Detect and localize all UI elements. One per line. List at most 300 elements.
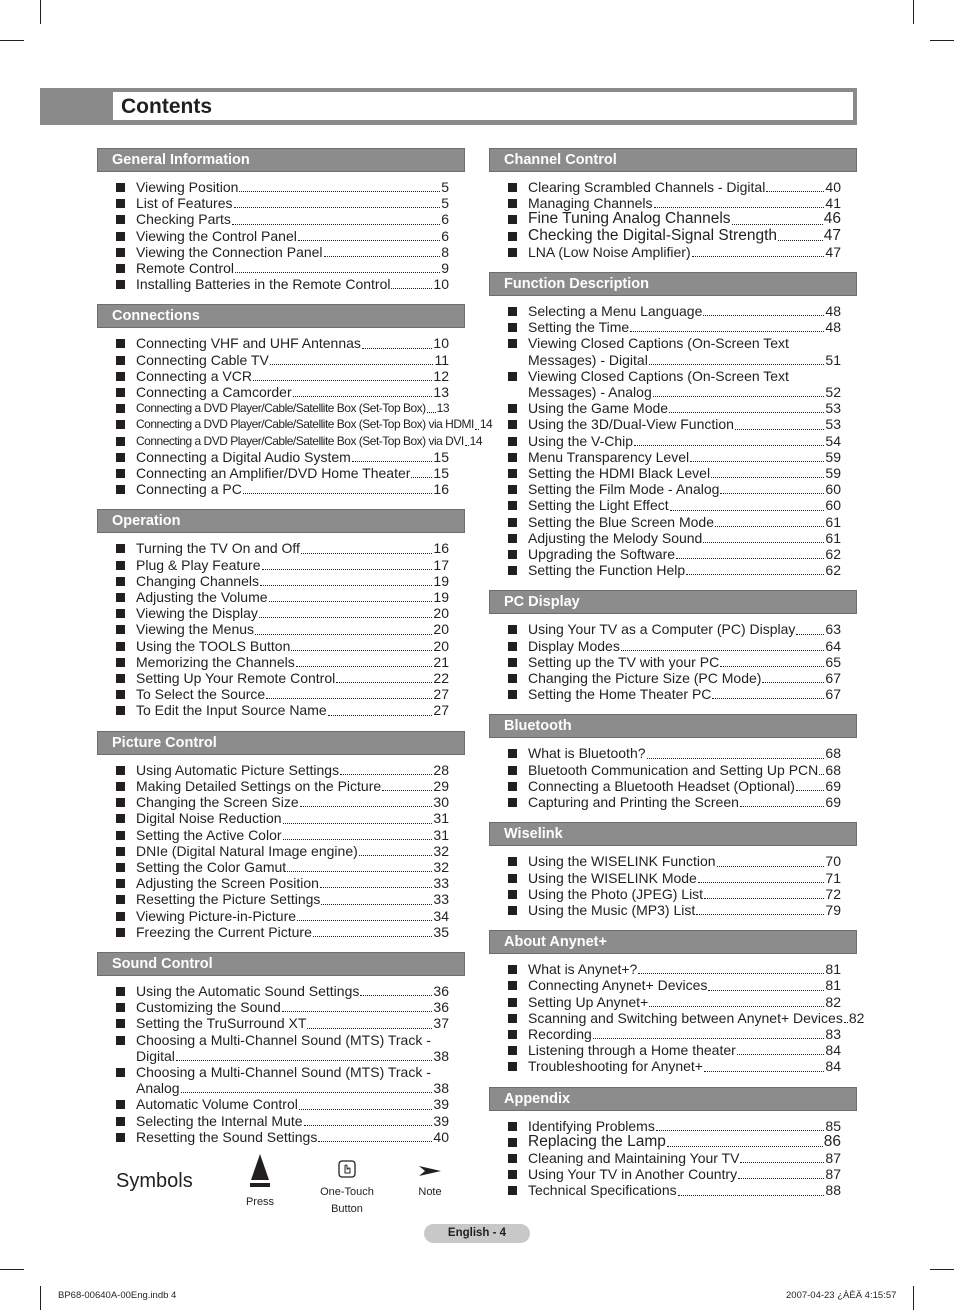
toc-entry-title: Upgrading the Software xyxy=(528,546,676,563)
toc-entry[interactable] xyxy=(489,902,857,918)
page-number: 72 xyxy=(825,885,841,902)
page-number: 88 xyxy=(825,1182,841,1199)
toc-entry[interactable] xyxy=(489,449,857,465)
toc-entry-row xyxy=(136,384,449,400)
note-label: Note xyxy=(418,1186,442,1198)
dot-leader xyxy=(649,1006,824,1007)
page-number: 83 xyxy=(825,1025,841,1042)
toc-entry-title: Using the TOOLS Button xyxy=(136,637,291,654)
toc-entry-row xyxy=(136,228,449,244)
toc-entry[interactable] xyxy=(97,228,465,244)
toc-entry-row xyxy=(136,179,449,195)
page-number: 11 xyxy=(434,351,449,368)
dot-leader xyxy=(232,224,440,225)
dot-leader xyxy=(778,240,823,241)
toc-entry-title: Setting Up Your Remote Control xyxy=(136,670,336,687)
toc-entry-title: Troubleshooting for Anynet+ xyxy=(528,1058,703,1075)
toc-entry[interactable] xyxy=(489,886,857,902)
toc-entry-row xyxy=(136,654,449,670)
toc-entry[interactable] xyxy=(489,211,857,227)
dot-leader xyxy=(340,774,432,775)
toc-entry[interactable] xyxy=(97,368,465,384)
dot-leader xyxy=(307,1028,432,1029)
toc-entry[interactable] xyxy=(97,195,465,211)
page-number: 61 xyxy=(825,529,841,546)
toc-entry[interactable] xyxy=(97,1096,465,1112)
toc-entry[interactable] xyxy=(489,303,857,319)
toc-left-column xyxy=(97,148,493,1157)
dot-leader xyxy=(720,493,824,494)
dot-leader xyxy=(427,412,436,413)
toc-entry-row xyxy=(528,228,841,244)
dot-leader xyxy=(708,990,824,991)
toc-entry-title: Connecting a Digital Audio System xyxy=(136,448,351,465)
toc-entry[interactable] xyxy=(489,794,857,810)
dot-leader xyxy=(703,315,824,316)
toc-entry[interactable] xyxy=(489,654,857,670)
toc-entry-title-cont: Digital xyxy=(136,1047,175,1064)
toc-entry[interactable] xyxy=(489,1134,857,1150)
toc-entry-title: Choosing a Multi-Channel Sound (MTS) Track - xyxy=(136,1063,431,1080)
toc-entry-row xyxy=(136,433,483,449)
toc-entry[interactable] xyxy=(489,481,857,497)
toc-entry[interactable] xyxy=(489,1166,857,1182)
toc-entry[interactable] xyxy=(97,983,465,999)
toc-entry-row xyxy=(528,886,841,902)
dot-leader xyxy=(653,396,825,397)
page-number: 41 xyxy=(825,195,841,212)
toc-entry-row xyxy=(528,303,841,319)
section-heading: Channel Control xyxy=(489,148,857,172)
toc-entry-title: Using the Photo (JPEG) List xyxy=(528,885,704,902)
toc-entry-row xyxy=(528,449,841,465)
toc-entry-row xyxy=(136,686,449,702)
toc-list xyxy=(489,621,857,702)
dot-leader xyxy=(260,585,432,586)
toc-entry-row xyxy=(136,827,449,843)
toc-entry[interactable] xyxy=(489,762,857,778)
toc-entry[interactable] xyxy=(97,1032,465,1064)
toc-entry[interactable] xyxy=(97,260,465,276)
toc-entry-row xyxy=(136,211,449,227)
toc-entry-row xyxy=(528,1118,841,1134)
page-number: 67 xyxy=(825,670,841,687)
toc-entry-row xyxy=(528,514,841,530)
toc-entry[interactable] xyxy=(97,589,465,605)
toc-entry[interactable] xyxy=(489,1182,857,1198)
page-number: 53 xyxy=(825,416,841,433)
toc-entry[interactable] xyxy=(97,638,465,654)
toc-entry-title: Checking Parts xyxy=(136,211,231,228)
toc-entry[interactable] xyxy=(489,621,857,637)
dot-leader xyxy=(649,364,825,365)
toc-entry-title: Viewing the Control Panel xyxy=(136,227,297,244)
dot-leader xyxy=(235,272,440,273)
toc-entry-row xyxy=(136,999,449,1015)
page-number: 79 xyxy=(825,901,841,918)
dot-leader xyxy=(291,650,432,651)
toc-entry[interactable] xyxy=(489,870,857,886)
toc-entry-row xyxy=(136,762,449,778)
dot-leader xyxy=(304,1125,433,1126)
page-number: 8 xyxy=(441,243,449,260)
toc-entry[interactable] xyxy=(97,465,465,481)
title-box xyxy=(113,92,853,120)
toc-entry-title: Menu Transparency Level xyxy=(528,448,690,465)
page-number: 21 xyxy=(433,653,449,670)
toc-entry[interactable] xyxy=(97,1113,465,1129)
toc-entry-title: Viewing the Connection Panel xyxy=(136,243,323,260)
toc-entry-title: Listening through a Home theater xyxy=(528,1042,736,1059)
toc-entry[interactable] xyxy=(489,195,857,211)
toc-entry[interactable] xyxy=(97,211,465,227)
toc-entry[interactable] xyxy=(489,1042,857,1058)
toc-entry[interactable] xyxy=(97,244,465,260)
toc-entry[interactable] xyxy=(97,335,465,351)
toc-entry[interactable] xyxy=(97,276,465,292)
dot-leader xyxy=(670,510,825,511)
toc-entry[interactable] xyxy=(489,1118,857,1134)
toc-entry[interactable] xyxy=(97,810,465,826)
toc-entry-row xyxy=(528,745,841,761)
page-number: 68 xyxy=(825,745,841,762)
crop-mark xyxy=(913,1286,914,1310)
press-symbol xyxy=(238,1154,282,1211)
page-number: 34 xyxy=(433,907,449,924)
toc-entry-title: Digital Noise Reduction xyxy=(136,810,282,827)
toc-entry-title: Using the WISELINK Function xyxy=(528,853,716,870)
page-number: 30 xyxy=(433,794,449,811)
toc-entry[interactable] xyxy=(97,686,465,702)
toc-entry[interactable] xyxy=(489,977,857,993)
dot-leader xyxy=(678,1195,825,1196)
toc-entry-row xyxy=(528,195,841,211)
dot-leader xyxy=(320,887,433,888)
toc-entry[interactable] xyxy=(97,1015,465,1031)
note-symbol xyxy=(412,1164,448,1201)
page-number: 48 xyxy=(825,303,841,320)
toc-list xyxy=(489,853,857,918)
page-number: 33 xyxy=(433,875,449,892)
toc-entry-title: Replacing the Lamp xyxy=(528,1132,666,1150)
toc-entry[interactable] xyxy=(489,497,857,513)
toc-entry[interactable] xyxy=(489,530,857,546)
toc-entry[interactable] xyxy=(489,670,857,686)
dot-leader xyxy=(296,666,433,667)
file-slug: BP68-00640A-00Eng.indb 4 xyxy=(58,1290,177,1301)
toc-entry[interactable] xyxy=(489,416,857,432)
toc-entry[interactable] xyxy=(97,670,465,686)
toc-entry-row xyxy=(136,352,449,368)
dot-leader xyxy=(712,698,824,699)
dot-leader xyxy=(796,790,824,791)
section-heading: General Information xyxy=(97,148,465,172)
toc-entry[interactable] xyxy=(489,1026,857,1042)
toc-entry[interactable] xyxy=(489,994,857,1010)
page-number: 67 xyxy=(825,686,841,703)
toc-entry[interactable] xyxy=(489,465,857,481)
toc-list xyxy=(97,762,465,940)
toc-entry[interactable] xyxy=(97,908,465,924)
dot-leader xyxy=(270,364,434,365)
page-number: 36 xyxy=(433,999,449,1016)
toc-entry[interactable] xyxy=(489,853,857,869)
page-number: 6 xyxy=(441,211,449,228)
dot-leader xyxy=(669,412,824,413)
dot-leader xyxy=(299,1109,433,1110)
dot-leader xyxy=(638,973,824,974)
toc-entry-title: Bluetooth Communication and Setting Up PCN xyxy=(528,761,819,778)
toc-entry[interactable] xyxy=(97,605,465,621)
page-number: 20 xyxy=(433,605,449,622)
toc-entry-row xyxy=(136,891,449,907)
toc-entry-title: Recording xyxy=(528,1025,592,1042)
toc-entry-row xyxy=(528,211,841,227)
toc-entry[interactable] xyxy=(97,433,483,449)
toc-entry-title: Capturing and Printing the Screen xyxy=(528,794,739,811)
dot-leader xyxy=(732,224,823,225)
toc-entry[interactable] xyxy=(97,557,465,573)
toc-entry[interactable] xyxy=(97,891,465,907)
toc-entry[interactable] xyxy=(489,638,857,654)
toc-entry-row xyxy=(528,870,841,886)
page-number: 64 xyxy=(825,637,841,654)
toc-entry[interactable] xyxy=(97,702,465,718)
toc-section xyxy=(489,590,857,702)
toc-entry[interactable] xyxy=(97,1064,465,1096)
toc-entry-title: Adjusting the Melody Sound xyxy=(528,529,703,546)
dot-leader xyxy=(465,445,469,446)
dot-leader xyxy=(255,634,432,635)
toc-entry-title: What is Bluetooth? xyxy=(528,745,646,762)
toc-entry-title: Making Detailed Settings on the Picture xyxy=(136,777,382,794)
toc-entry[interactable] xyxy=(489,433,857,449)
toc-entry-title: Turning the TV On and Off xyxy=(136,540,300,557)
toc-entry-title: Using the Automatic Sound Settings xyxy=(136,982,360,999)
page-number: 10 xyxy=(433,276,449,293)
section-heading: Appendix xyxy=(489,1087,857,1111)
dot-leader xyxy=(411,477,432,478)
toc-entry-row xyxy=(528,1166,841,1182)
toc-entry[interactable] xyxy=(489,745,857,761)
dot-leader xyxy=(740,1162,824,1163)
page-number: 17 xyxy=(433,556,449,573)
toc-entry-title: Selecting the Internal Mute xyxy=(136,1112,303,1129)
section-heading: Bluetooth xyxy=(489,714,857,738)
toc-entry-row xyxy=(528,1150,841,1166)
dot-leader xyxy=(287,871,432,872)
toc-entry[interactable] xyxy=(97,352,465,368)
toc-entry[interactable] xyxy=(489,1058,857,1074)
toc-entry[interactable] xyxy=(489,368,857,400)
title-banner xyxy=(40,88,857,125)
toc-entry-row xyxy=(528,1009,865,1026)
toc-entry-title: Choosing a Multi-Channel Sound (MTS) Track - xyxy=(136,1031,431,1048)
toc-entry-title: Viewing the Menus xyxy=(136,621,255,638)
toc-entry-title: Setting the TruSurround XT xyxy=(136,1015,307,1032)
dot-leader xyxy=(328,715,433,716)
crop-mark xyxy=(930,40,954,41)
dot-leader xyxy=(762,682,824,683)
page-number: 27 xyxy=(433,702,449,719)
toc-entry[interactable] xyxy=(489,562,857,578)
toc-entry[interactable] xyxy=(97,179,465,195)
toc-entry-title: Setting the Film Mode - Analog xyxy=(528,481,720,498)
toc-entry[interactable] xyxy=(97,843,465,859)
toc-list xyxy=(489,961,865,1075)
section-heading: Wiselink xyxy=(489,822,857,846)
page-number: 29 xyxy=(433,777,449,794)
crop-mark xyxy=(40,1286,41,1310)
toc-entry-row xyxy=(528,416,841,432)
page-number: 36 xyxy=(433,982,449,999)
toc-entry[interactable] xyxy=(97,449,465,465)
toc-entry[interactable] xyxy=(489,778,857,794)
page-number: 5 xyxy=(441,195,449,212)
toc-entry-row xyxy=(528,1026,841,1042)
toc-entry-title: Changing the Screen Size xyxy=(136,794,299,811)
toc-entry[interactable] xyxy=(97,999,465,1015)
section-heading: Connections xyxy=(97,304,465,328)
toc-entry[interactable] xyxy=(97,416,493,432)
toc-entry-title: Checking the Digital-Signal Strength xyxy=(528,226,777,244)
toc-entry[interactable] xyxy=(97,384,465,400)
toc-entry-row xyxy=(136,875,449,891)
toc-entry-row xyxy=(136,335,449,351)
toc-entry-row xyxy=(136,670,449,686)
toc-entry-title: Setting the Time xyxy=(528,319,630,336)
toc-right-column xyxy=(489,148,865,1211)
toc-entry[interactable] xyxy=(97,778,465,794)
toc-entry-title: Customizing the Sound xyxy=(136,999,281,1016)
toc-entry-title-cont: Messages) - Digital xyxy=(528,351,648,368)
toc-entry[interactable] xyxy=(489,319,857,335)
toc-entry-row xyxy=(528,961,841,977)
toc-entry[interactable] xyxy=(97,654,465,670)
toc-entry-title: Automatic Volume Control xyxy=(136,1096,298,1113)
toc-entry[interactable] xyxy=(489,961,857,977)
toc-entry[interactable] xyxy=(97,481,465,497)
toc-entry-row xyxy=(136,400,449,416)
page-number: 5 xyxy=(441,179,449,195)
page-number: 19 xyxy=(433,589,449,606)
toc-entry-title: Setting the Home Theater PC xyxy=(528,686,712,703)
toc-entry-title: Freezing the Current Picture xyxy=(136,923,312,940)
toc-entry-title: Setting the Color Gamut xyxy=(136,858,287,875)
toc-entry-row xyxy=(528,977,841,993)
toc-entry[interactable] xyxy=(489,244,857,260)
dot-leader xyxy=(321,904,432,905)
toc-entry[interactable] xyxy=(489,1009,865,1026)
toc-entry[interactable] xyxy=(489,400,857,416)
dot-leader xyxy=(362,348,433,349)
toc-entry-title: Connecting a DVD Player/Cable/Satellite Box (Set-Top Box) via DVI xyxy=(136,433,464,448)
toc-entry-row xyxy=(136,1048,449,1064)
page-number-badge: English - 4 xyxy=(424,1224,530,1243)
toc-list xyxy=(97,983,465,1145)
toc-section xyxy=(489,272,857,578)
toc-section xyxy=(489,1087,857,1199)
toc-entry-row xyxy=(528,1058,841,1074)
dot-leader xyxy=(391,288,432,289)
toc-entry[interactable] xyxy=(489,179,857,195)
toc-entry[interactable] xyxy=(489,228,857,244)
toc-entry[interactable] xyxy=(97,400,465,416)
toc-entry-row xyxy=(136,1113,449,1129)
toc-entry[interactable] xyxy=(489,1150,857,1166)
toc-entry-row xyxy=(136,810,449,826)
dot-leader xyxy=(300,806,433,807)
toc-entry-row xyxy=(136,244,449,260)
toc-entry[interactable] xyxy=(489,514,857,530)
toc-entry-title: Resetting the Sound Settings xyxy=(136,1128,318,1145)
toc-list xyxy=(97,179,465,292)
toc-entry[interactable] xyxy=(489,546,857,562)
page-number: 37 xyxy=(433,1015,449,1032)
toc-entry-row xyxy=(136,843,449,859)
page-number: 39 xyxy=(433,1096,449,1113)
toc-entry-row xyxy=(528,562,841,578)
toc-entry-title: Setting the HDMI Black Level xyxy=(528,465,711,482)
dot-leader xyxy=(703,542,824,543)
page-number: 38 xyxy=(433,1047,449,1064)
toc-entry[interactable] xyxy=(489,686,857,702)
toc-entry[interactable] xyxy=(97,827,465,843)
toc-entry[interactable] xyxy=(97,859,465,875)
toc-entry-row xyxy=(136,859,449,875)
toc-section xyxy=(97,952,465,1145)
page-number: 20 xyxy=(433,637,449,654)
dot-leader xyxy=(656,1130,825,1131)
toc-entry-row xyxy=(528,621,841,637)
toc-entry[interactable] xyxy=(97,794,465,810)
note-arrow-icon xyxy=(419,1164,441,1178)
page-number: 15 xyxy=(433,448,449,465)
toc-entry-title: Managing Channels xyxy=(528,195,653,212)
toc-entry[interactable] xyxy=(97,573,465,589)
one-touch-icon xyxy=(338,1160,356,1178)
toc-entry-row xyxy=(136,260,449,276)
toc-entry-title: To Edit the Input Source Name xyxy=(136,702,327,719)
toc-entry[interactable] xyxy=(97,924,465,940)
toc-entry-row xyxy=(136,540,449,556)
toc-entry[interactable] xyxy=(489,335,857,367)
toc-entry-title: Adjusting the Volume xyxy=(136,589,268,606)
toc-entry[interactable] xyxy=(97,1129,465,1145)
page-number: 47 xyxy=(823,226,841,244)
page-number: 60 xyxy=(825,481,841,498)
page-number: 22 xyxy=(433,670,449,687)
page-number: 63 xyxy=(825,621,841,638)
toc-entry-title: Setting up the TV with your PC xyxy=(528,653,720,670)
section-heading: Sound Control xyxy=(97,952,465,976)
page-number: 52 xyxy=(825,384,841,401)
toc-entry[interactable] xyxy=(97,875,465,891)
toc-entry-title: Viewing Closed Captions (On-Screen Text xyxy=(528,335,789,352)
page-number: 69 xyxy=(825,794,841,811)
toc-entry-title-cont: Analog xyxy=(136,1080,180,1097)
toc-entry[interactable] xyxy=(97,762,465,778)
toc-entry-row xyxy=(136,465,449,481)
one-touch-label-2: Button xyxy=(331,1203,363,1215)
toc-entry[interactable] xyxy=(97,540,465,556)
page-number: 59 xyxy=(825,448,841,465)
toc-entry-row xyxy=(528,497,841,513)
toc-entry-title-cont: Messages) - Analog xyxy=(528,384,652,401)
toc-entry[interactable] xyxy=(97,621,465,637)
page-number: 85 xyxy=(825,1117,841,1134)
page-number: 39 xyxy=(433,1112,449,1129)
